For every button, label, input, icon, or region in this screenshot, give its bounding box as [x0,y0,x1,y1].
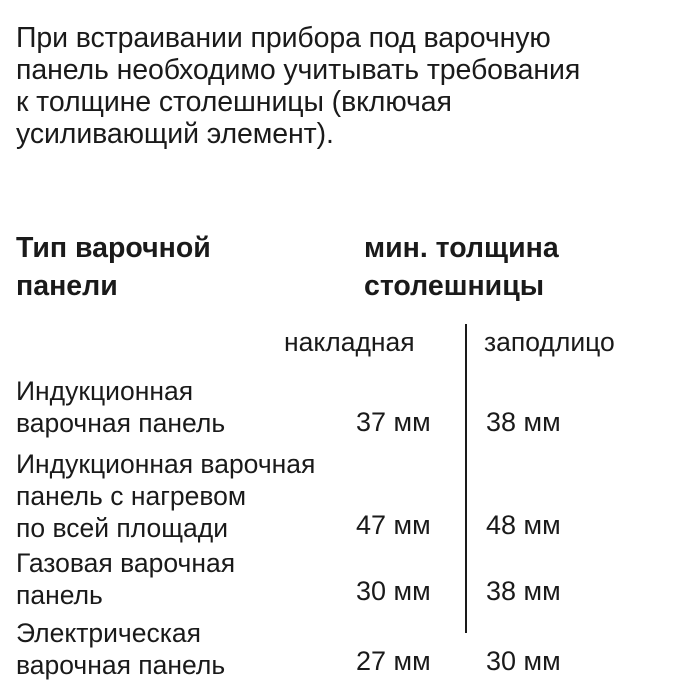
row-label-induction: Индукционная варочная панель [16,376,226,438]
row-value-overlay-electric: 27 мм [356,646,431,676]
column-divider [465,324,467,633]
row-value-flush-induction: 38 мм [486,407,561,437]
row-value-flush-gas: 38 мм [486,576,561,606]
header-hob-type: Тип варочной панели [16,232,211,302]
row-label-induction-full-area: Индукционная варочная панель с нагревом по всей площади [16,449,316,543]
row-value-flush-induction-full-area: 48 мм [486,510,561,540]
column-header-flush: заподлицо [484,327,615,357]
intro-paragraph: При встраивании прибора под варочную панель необходимо учитывать требования к толщине столешницы (включая усиливающий элемент). [16,22,581,150]
column-header-overlay: накладная [284,327,415,357]
row-value-overlay-induction-full-area: 47 мм [356,510,431,540]
row-value-overlay-induction: 37 мм [356,407,431,437]
row-label-electric: Электрическая варочная панель [16,618,226,680]
row-label-gas: Газовая варочная панель [16,548,236,610]
row-value-overlay-gas: 30 мм [356,576,431,606]
row-value-flush-electric: 30 мм [486,646,561,676]
header-min-thickness: мин. толщина столешницы [364,232,559,302]
